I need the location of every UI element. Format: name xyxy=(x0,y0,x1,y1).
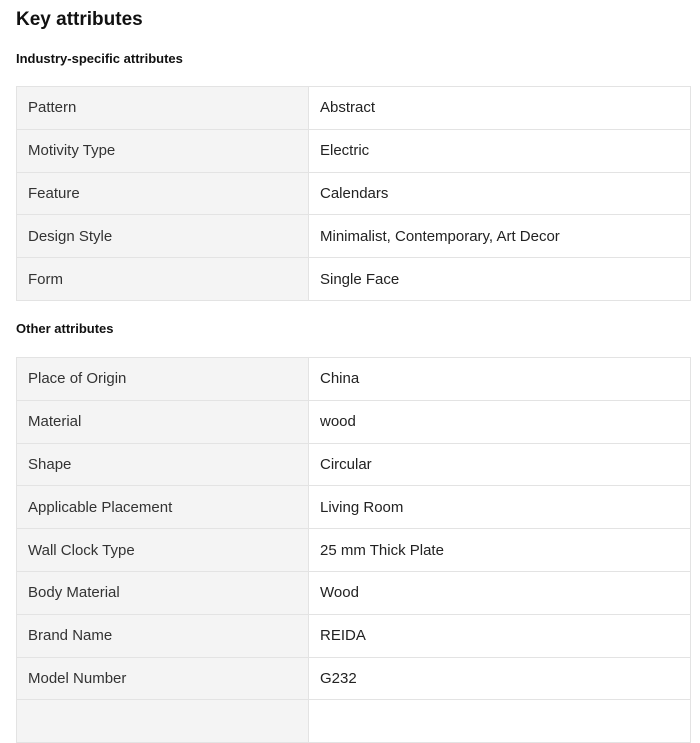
attribute-value: China xyxy=(309,357,691,400)
table-row xyxy=(17,486,691,529)
attribute-value: wood xyxy=(309,400,691,443)
attribute-name: Feature xyxy=(17,172,309,215)
attribute-name xyxy=(17,700,309,743)
key-attributes-panel xyxy=(16,0,691,743)
table-row xyxy=(17,357,691,400)
attribute-name: Material xyxy=(17,400,309,443)
table-row xyxy=(17,443,691,486)
attribute-value: Circular xyxy=(309,443,691,486)
attribute-value xyxy=(309,700,691,743)
table-row xyxy=(17,87,691,130)
attribute-value: G232 xyxy=(309,657,691,700)
table-row xyxy=(17,614,691,657)
table-row xyxy=(17,700,691,743)
other-attributes-table xyxy=(16,357,691,743)
attribute-value: Living Room xyxy=(309,486,691,529)
attribute-name: Model Number xyxy=(17,657,309,700)
attribute-value: Minimalist, Contemporary, Art Decor xyxy=(309,215,691,258)
industry-attributes-table xyxy=(16,86,691,301)
attribute-value: 25 mm Thick Plate xyxy=(309,529,691,572)
attribute-name: Shape xyxy=(17,443,309,486)
attribute-name: Wall Clock Type xyxy=(17,529,309,572)
attribute-value: Electric xyxy=(309,129,691,172)
attribute-name: Design Style xyxy=(17,215,309,258)
attribute-value: REIDA xyxy=(309,614,691,657)
attribute-value: Abstract xyxy=(309,87,691,130)
table-row xyxy=(17,657,691,700)
attribute-name: Form xyxy=(17,258,309,301)
attribute-value: Calendars xyxy=(309,172,691,215)
attribute-name: Applicable Placement xyxy=(17,486,309,529)
attribute-name: Motivity Type xyxy=(17,129,309,172)
attribute-name: Brand Name xyxy=(17,614,309,657)
table-row xyxy=(17,215,691,258)
attribute-value: Wood xyxy=(309,571,691,614)
attribute-name: Place of Origin xyxy=(17,357,309,400)
section-heading-other: Other attributes xyxy=(16,320,114,336)
page-title: Key attributes xyxy=(16,9,143,30)
attribute-value: Single Face xyxy=(309,258,691,301)
attribute-name: Pattern xyxy=(17,87,309,130)
section-heading-industry: Industry-specific attributes xyxy=(16,51,183,66)
table-row xyxy=(17,400,691,443)
attribute-name: Body Material xyxy=(17,571,309,614)
table-row xyxy=(17,571,691,614)
table-row xyxy=(17,258,691,301)
table-row xyxy=(17,172,691,215)
table-row xyxy=(17,129,691,172)
table-row xyxy=(17,529,691,572)
